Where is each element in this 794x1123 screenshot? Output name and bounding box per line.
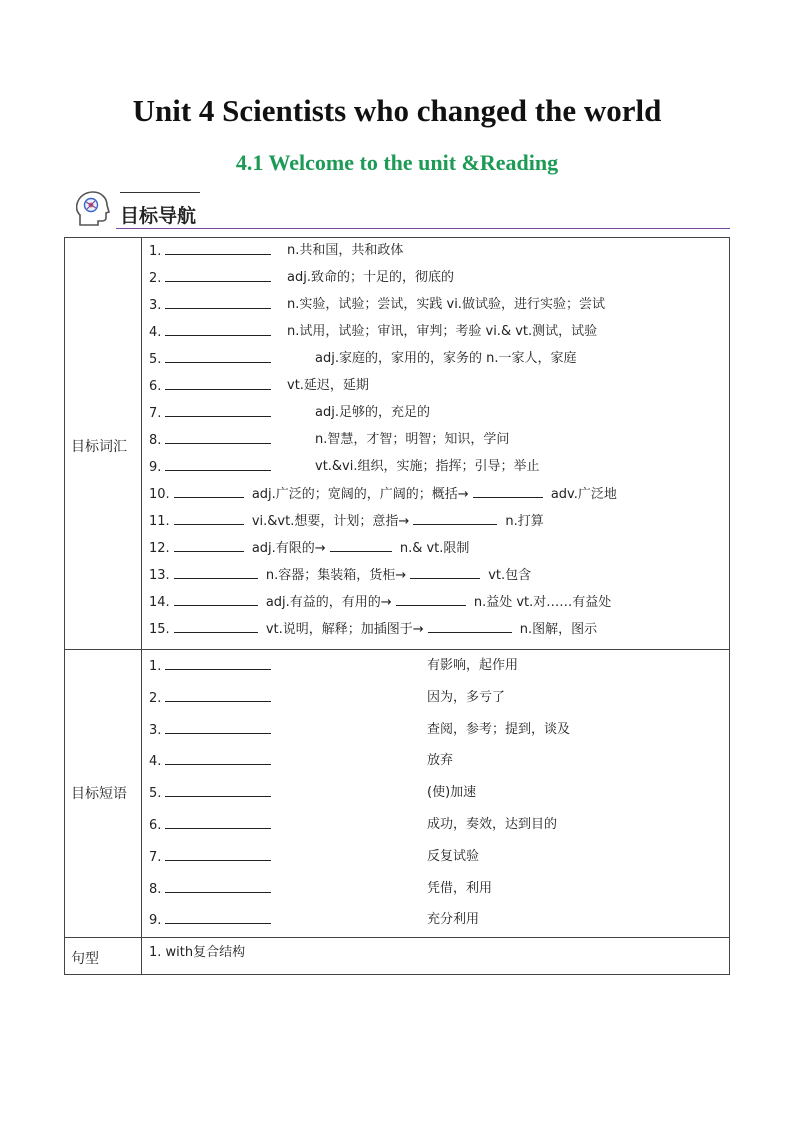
item-meaning: n.容器；集装箱，货柜→ <box>265 568 407 583</box>
phrase-row <box>149 753 719 770</box>
answer-blank[interactable] <box>165 351 271 363</box>
header-rule <box>116 228 730 229</box>
vocab-derived-row <box>149 594 611 611</box>
answer-blank[interactable] <box>165 658 271 670</box>
answer-blank[interactable] <box>413 513 497 525</box>
answer-blank[interactable] <box>165 753 271 765</box>
objectives-table <box>64 237 730 975</box>
section-header <box>76 187 730 233</box>
item-number: 9. <box>149 460 162 475</box>
phrase-row <box>149 785 719 802</box>
answer-blank[interactable] <box>330 540 392 552</box>
answer-blank[interactable] <box>165 297 271 309</box>
answer-blank[interactable] <box>165 378 271 390</box>
item-number: 13. <box>149 568 170 583</box>
item-number: 5. <box>149 352 162 367</box>
answer-blank[interactable] <box>165 881 271 893</box>
item-number: 11. <box>149 514 170 529</box>
answer-blank[interactable] <box>165 459 271 471</box>
item-number: 12. <box>149 541 170 556</box>
phrase-row <box>149 881 719 898</box>
item-meaning: 放弃 <box>427 753 454 768</box>
phrase-row <box>149 658 719 675</box>
vocab-row <box>149 459 719 476</box>
item-meaning: n.& vt.限制 <box>399 541 470 556</box>
phrase-row <box>149 722 719 739</box>
item-meaning: 凭借，利用 <box>427 881 493 896</box>
sentence-row: 1. with复合结构 <box>149 945 246 960</box>
row-divider <box>65 937 729 938</box>
vocab-derived-row <box>149 567 531 584</box>
item-meaning: adj.广泛的；宽阔的，广阔的；概括→ <box>251 487 469 502</box>
item-meaning: 反复试验 <box>427 849 480 864</box>
phrase-row <box>149 690 719 707</box>
item-number: 15. <box>149 622 170 637</box>
item-number: 6. <box>149 818 162 833</box>
row-divider <box>65 649 729 650</box>
phrases-category: 目标短语 <box>71 786 127 802</box>
vocab-row <box>149 405 719 422</box>
vocab-row <box>149 432 719 449</box>
item-number: 7. <box>149 850 162 865</box>
answer-blank[interactable] <box>165 405 271 417</box>
item-meaning: (使)加速 <box>427 785 477 800</box>
item-meaning: vt.说明，解释；加插图于→ <box>265 622 424 637</box>
item-number: 1. <box>149 659 162 674</box>
answer-blank[interactable] <box>174 513 244 525</box>
item-meaning: 成功，奏效，达到目的 <box>427 817 558 832</box>
answer-blank[interactable] <box>165 785 271 797</box>
answer-blank[interactable] <box>165 324 271 336</box>
answer-blank[interactable] <box>165 912 271 924</box>
vocab-row <box>149 324 719 341</box>
item-meaning: n.图解，图示 <box>519 622 598 637</box>
sentences-category: 句型 <box>71 951 99 967</box>
section-label: 目标导航 <box>120 205 197 227</box>
vocab-row <box>149 378 719 395</box>
answer-blank[interactable] <box>396 594 466 606</box>
answer-blank[interactable] <box>165 690 271 702</box>
phrase-row <box>149 849 719 866</box>
item-number: 6. <box>149 379 162 394</box>
answer-blank[interactable] <box>428 621 512 633</box>
item-number: 9. <box>149 913 162 928</box>
item-meaning: adj.足够的，充足的 <box>315 405 430 420</box>
item-meaning: n.实验，试验；尝试，实践 vi.做试验，进行实验；尝试 <box>287 297 605 312</box>
answer-blank[interactable] <box>174 486 244 498</box>
item-meaning: vt.&vi.组织，实施；指挥；引导；举止 <box>315 459 540 474</box>
header-topline <box>120 192 200 193</box>
item-meaning: 查阅，参考；提到，谈及 <box>427 722 571 737</box>
vocab-row <box>149 297 719 314</box>
item-meaning: n.智慧，才智；明智；知识，学问 <box>315 432 510 447</box>
vocab-derived-row <box>149 486 617 503</box>
item-meaning: vt.包含 <box>488 568 532 583</box>
item-meaning: adj.有限的→ <box>251 541 326 556</box>
answer-blank[interactable] <box>165 722 271 734</box>
answer-blank[interactable] <box>165 849 271 861</box>
item-meaning: n.共和国，共和政体 <box>287 243 404 258</box>
column-divider <box>141 238 142 974</box>
item-meaning: adj.家庭的，家用的，家务的 n.一家人，家庭 <box>315 351 577 366</box>
answer-blank[interactable] <box>165 243 271 255</box>
item-meaning: 充分利用 <box>427 912 480 927</box>
answer-blank[interactable] <box>174 594 258 606</box>
answer-blank[interactable] <box>174 621 258 633</box>
page-title: Unit 4 Scientists who changed the world <box>132 93 662 128</box>
item-meaning: vt.延迟，延期 <box>287 378 369 393</box>
item-number: 14. <box>149 595 170 610</box>
item-number: 1. <box>149 244 162 259</box>
answer-blank[interactable] <box>174 540 244 552</box>
item-number: 10. <box>149 487 170 502</box>
item-number: 3. <box>149 723 162 738</box>
head-gears-icon <box>76 191 110 227</box>
phrase-row <box>149 912 719 929</box>
item-number: 8. <box>149 882 162 897</box>
vocab-row <box>149 243 719 260</box>
page-subtitle: 4.1 Welcome to the unit &Reading <box>235 150 559 175</box>
item-meaning: n.打算 <box>505 514 544 529</box>
vocab-row <box>149 270 719 287</box>
vocab-category: 目标词汇 <box>71 439 127 455</box>
item-number: 7. <box>149 406 162 421</box>
vocab-row <box>149 351 719 368</box>
answer-blank[interactable] <box>165 270 271 282</box>
item-number: 4. <box>149 754 162 769</box>
vocab-derived-row <box>149 513 544 530</box>
item-meaning: adv.广泛地 <box>550 487 617 502</box>
answer-blank[interactable] <box>174 567 258 579</box>
item-meaning: n.试用，试验；审讯，审判；考验 vi.& vt.测试，试验 <box>287 324 598 339</box>
answer-blank[interactable] <box>410 567 480 579</box>
item-meaning: adj.有益的，有用的→ <box>265 595 392 610</box>
phrase-row <box>149 817 719 834</box>
answer-blank[interactable] <box>473 486 543 498</box>
item-number: 4. <box>149 325 162 340</box>
item-number: 3. <box>149 298 162 313</box>
item-meaning: vi.&vt.想要，计划；意指→ <box>251 514 410 529</box>
vocab-derived-row <box>149 540 469 557</box>
item-number: 5. <box>149 786 162 801</box>
item-number: 2. <box>149 271 162 286</box>
item-number: 8. <box>149 433 162 448</box>
item-meaning: 因为，多亏了 <box>427 690 506 705</box>
item-meaning: adj.致命的；十足的，彻底的 <box>287 270 454 285</box>
item-meaning: n.益处 vt.对……有益处 <box>473 595 612 610</box>
answer-blank[interactable] <box>165 432 271 444</box>
item-meaning: 有影响，起作用 <box>427 658 519 673</box>
answer-blank[interactable] <box>165 817 271 829</box>
item-number: 2. <box>149 691 162 706</box>
vocab-derived-row <box>149 621 597 638</box>
